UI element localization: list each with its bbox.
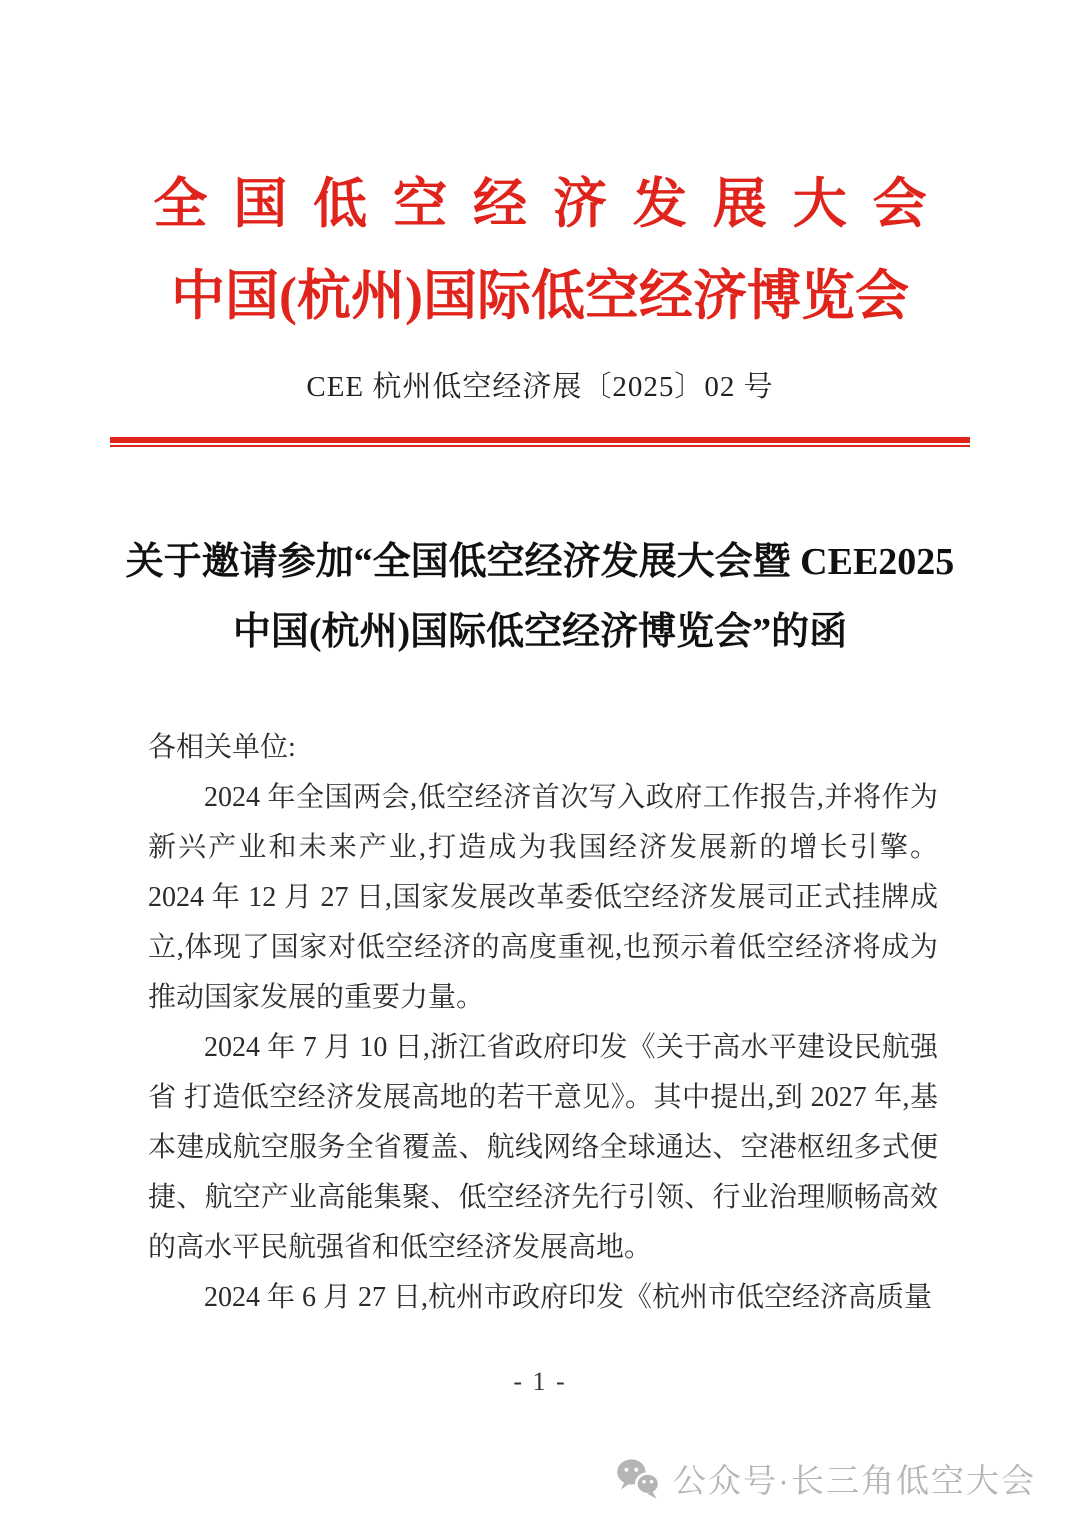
letter-body	[148, 723, 938, 1323]
org-title-line1	[0, 158, 1080, 250]
letter-title-line1: 关于邀请参加“全国低空经济发展大会暨 CEE2025	[125, 541, 955, 583]
doc-number: CEE 杭州低空经济展〔2025〕02 号	[306, 371, 774, 403]
org-title-line2: 中国(杭州)国际低空经济博览会	[171, 266, 909, 326]
letter-title-line2: 中国(杭州)国际低空经济博览会”的函	[232, 611, 848, 653]
body-paragraph-2: 2024 年 7 月 10 日,浙江省政府印发《关于高水平建设民航强省 打造低空经济发展高地的若干意见》。其中提出,到 2027 年,基本建成航空服务全省覆盖、航线网络全球通达、空港枢纽多式便捷、航空产业高能集聚、低空经济先行引领、行业治理顺畅高效的高水平民航强省和低空经济发展高地。	[148, 1032, 938, 1263]
wechat-icon	[615, 1458, 663, 1500]
salutation: 各相关单位:	[148, 732, 296, 763]
letter-title	[60, 527, 1020, 667]
letter-content	[0, 527, 1080, 1323]
body-paragraph-1: 2024 年全国两会,低空经济首次写入政府工作报告,并将作为新兴产业和未来产业,打造成为我国经济发展新的增长引擎。2024 年 12 月 27 日,国家发展改革委低空经济发展司正式挂牌成立,体现了国家对低空经济的高度重视,也预示着低空经济将成为推动国家发展的重要力量。	[148, 782, 938, 1013]
document-letterhead	[0, 158, 1080, 447]
org-title-line1-text: 全国低空经济发展大会	[153, 174, 953, 234]
red-divider-line	[110, 437, 970, 447]
body-paragraph-3: 2024 年 6 月 27 日,杭州市政府印发《杭州市低空经济高质量	[204, 1282, 933, 1313]
page-number: - 1 -	[513, 1367, 567, 1396]
watermark-text: 公众号·长三角低空大会	[673, 1462, 1036, 1499]
red-divider-thin-bar	[110, 445, 970, 447]
red-divider-thick-bar	[110, 437, 970, 443]
wechat-watermark	[615, 1455, 1036, 1502]
